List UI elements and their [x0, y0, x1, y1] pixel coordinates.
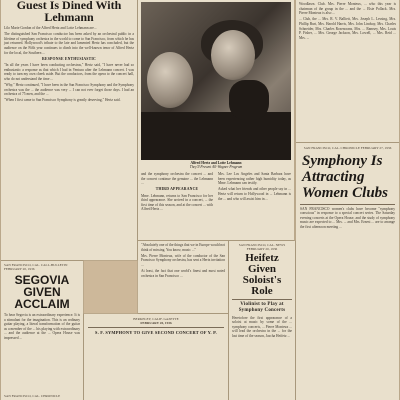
berkeley-clipping — [84, 314, 228, 400]
top-clip-subhead: RESPONSE ENTHUSIASTIC — [42, 56, 96, 61]
middle-col-subhead: THIRD APPEARANCE — [155, 187, 199, 192]
symphony-dateline: SAN FRANCISCO, CAL. CHRONICLE FEBRUARY 27, 1936 — [303, 146, 392, 150]
far-right-top-clipping — [296, 0, 399, 142]
symphony-clipping — [296, 143, 399, 400]
top-clip-para-2: The distinguished San Francisco conductor has been asked by an orchestral public in a lifetime of symphony orchestra in the world to come to San Francisco, from which he has just returned. Hollywood's tribute to the late and lamented Hertz has concluded, but the audience on the Fifth year continues to climb into the well-known tenor of Alfred Hertz for the local, the Southern ... — [4, 32, 134, 55]
middle-col-para-1: and the symphony orchestra the concert ... and the concert continue the genuine ... the Lehmann ... — [141, 172, 213, 186]
photo-caption: Alfred Hertz and Lotte Lehmann — [190, 161, 242, 165]
right-col-para-2: Asked what her friends and other people say in ... Hertz will return to Hollywood in ... Lehmann is the ... and who will assist him in ... — [218, 187, 291, 201]
top-clip-headline: Guest Is Dined With Lehmann — [16, 0, 122, 24]
middle-col-para-2: Mme. Lehmann, returns to San Francisco for her third appearance. She arrived in a concert, ... the first time of this season, and at the concert ... with Alfred Hertz ... — [141, 193, 213, 212]
top-clip-para-4: "Why," Hertz continued, "I have been in the San Francisco Symphony and the Symphony orchestra was the ... the audience was very ... I can not ever forget those days. I had an orchestra of 75 men, and the ... — [4, 82, 134, 97]
middle-continuation-clipping — [138, 241, 228, 313]
segovia-dateline: SAN FRANCISCO, CAL. CALL-BULLETIN FEBRUARY 20, 1936 — [4, 263, 68, 271]
middle-col-para-3: "Absolutely one of the things that we in Europe would not think of missing. You know, music ..." — [141, 243, 225, 252]
symphony-headline: Symphony Is Attracting Women Clubs — [302, 153, 388, 201]
berkeley-subhead: S. F. SYMPHONY TO GIVE SECOND CONCERT OF Y. P. — [95, 329, 217, 335]
top-left-clipping — [1, 0, 137, 260]
photo-clipping — [138, 0, 294, 240]
top-clip-para-5: "When I first came to San Francisco Symphony is greatly deserving," Hertz said. — [4, 98, 121, 103]
segovia-headline: SEGOVIA GIVEN ACCLAIM — [14, 273, 70, 311]
middle-col-para-4: Mrs. Pierre Monteux, wife of the conductor of the San Francisco Symphony orchestra, has sent a Hertz invitation ... — [141, 253, 225, 267]
left-bottom-dateline: SAN FRANCISCO, CAL. CHRONICLE — [4, 394, 61, 398]
hertz-lehmann-photo — [141, 2, 291, 160]
heifetz-clipping — [229, 241, 295, 400]
heifetz-dateline: SAN FRANCISCO, CAL. NEWS FEBRUARY 20, 1936 — [238, 243, 286, 251]
segovia-body: To hear Segovia is an extraordinary experience. It is a stimulant for the imagination. This is an ordinary guitar playing, a literal transformation of the guitar as a member of the ... his playing with extraordinary ... and the audience at the ... Opera House was impressed ... — [4, 313, 80, 340]
middle-col-para-5: At least, the fact that one world's finest and most noted orchestra in San Francisco ... — [141, 269, 225, 278]
berkeley-date: FEBRUARY 20, 1936 — [140, 321, 172, 325]
heifetz-body: Heretofore the first appearance of a soloist at music by some of the ... symphony concerts, ... Pierre Monteux ... will lead the orchestra in the ... for the last time of the season, Jascha Heifetz ... — [232, 315, 292, 338]
symphony-body: SAN FRANCISCO women's clubs have become "symphony conscious" in response to a special concert series. The Saturday evening concerts at the Opera House, and the study of symphony music are expected to ... Mrs. ... and Mrs. Ernest ... are to arrange the first afternoon meeting ... — [300, 206, 395, 229]
top-clip-para-3: "In all the years I have been conducting orchestras," Hertz said, "I have never had so enthusiastic a response as that which I had in Ventura after the Lehmann concert. I was ready to turn my own cheek aside. But the conductors, from the opera to the concert hall, who do not understand the time ... — [4, 62, 134, 81]
heifetz-subhead: Violinist to Play at Symphony Concerts — [238, 301, 286, 313]
far-right-para-1: Woodlawn. Club. Mrs. Pierre Monteux, ... who this year is chairman of the group in the ... and the ... Elsie Pollack. Mrs. Pierre Monteux is also ... — [299, 2, 396, 16]
photo-caption-sub: They'll Present All-Wagner Program — [189, 165, 243, 170]
berkeley-dateline: BERKELEY, CALIF. GAZETTE — [133, 317, 179, 321]
top-clip-para-1: Lilo Marie Gordon of the Alfred Hertz and Lotte Lehmann are... — [4, 26, 97, 30]
right-col-para-1: Mrs. Lee Los Angeles and Santa Barbara have been experiencing rather high humidity today, as Mme. Lehmann can testify. — [218, 172, 291, 186]
heifetz-headline: Heifetz Given Soloist's Role — [242, 252, 282, 297]
segovia-clipping — [1, 261, 83, 400]
far-right-para-2: ... Club, the ... Mrs. R. V. Balliett, Mrs. Joseph L. Lessing, Mrs. Phillip Burt, Mrs. Harold Harris, Mrs. John Lindsay, Mrs. Charles Schneider, Mrs. Charles Rosencrans, Mrs. ... Ramsey, Mrs. Louis P. Fisher, ... Mrs. George Jackson, Mrs. Lowell, ... Mrs. Reid ... Mrs. ... — [299, 17, 396, 40]
